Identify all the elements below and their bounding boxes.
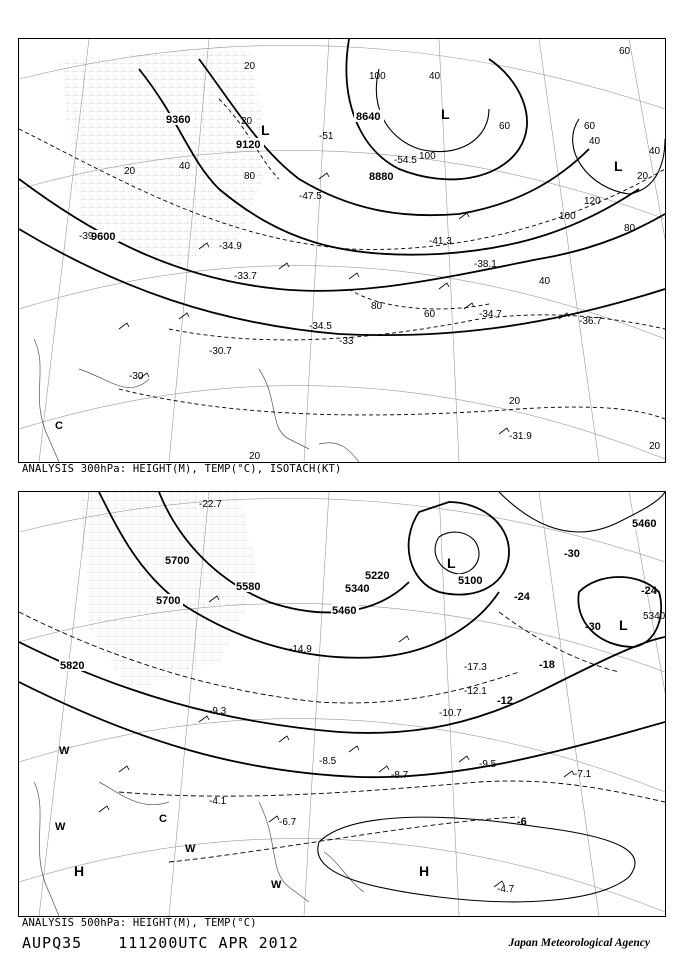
isotach-label: 20 [249,451,261,462]
low-center: L [447,555,456,571]
isotach-label: 20 [637,171,649,182]
isotach-label: 40 [539,276,551,287]
isotherm-label: -18 [539,659,555,671]
isotach-label: 100 [369,71,386,82]
high-enclosed-contour [318,817,635,902]
height-label-5700: 5700 [165,555,190,567]
isotach-label: 40 [649,146,661,157]
valid-month-year: APR 2012 [218,934,299,952]
isotach-label: 60 [619,46,631,57]
temp-label: -41.3 [429,236,452,247]
isotherm-labels [497,548,658,828]
chart-identifier [22,934,299,952]
temp-label: -4.7 [497,884,515,895]
temp-label: -17.3 [464,662,487,673]
temp-label: -51 [319,131,334,142]
temp-label: -39 [79,231,94,242]
isotach-label: 80 [624,223,636,234]
isotach-label: 100 [419,151,436,162]
temp-label: -30.7 [209,346,232,357]
height-label-5460: 5460 [332,605,357,617]
temp-label: -34.5 [309,321,332,332]
temp-label: -38.1 [474,259,497,270]
low-center: L [619,617,628,633]
temp-label: -12.1 [464,686,487,697]
high-center: H [419,863,430,879]
height-label-5220: 5220 [365,570,390,582]
temp-label: -33.7 [234,271,257,282]
chart-id: AUPQ35 [22,934,83,952]
isotach-label: 60 [499,121,511,132]
temp-label: -34.7 [479,309,502,320]
isotach-label: 20 [241,116,253,127]
coastline [34,782,364,916]
temp-label: -34.9 [219,241,242,252]
map-500hpa-svg [19,492,665,916]
temp-label: -36.7 [579,316,602,327]
temp-label: -9.3 [209,706,227,717]
isotach-label: 100 [559,211,576,222]
height-label-9600: 9600 [91,231,116,243]
temperature-labels [199,499,592,895]
isotherm-label: -24 [641,585,657,597]
isotherm-label: -30 [585,621,601,633]
temp-label: -47.5 [299,191,322,202]
temp-label: -30 [129,371,144,382]
map-300hpa-svg [19,39,665,462]
temp-label: -31.9 [509,431,532,442]
low-center: L [261,122,270,138]
isotach-label: 60 [584,121,596,132]
height-label-5340: 5340 [345,583,370,595]
isotach-label: 20 [649,441,661,452]
cold-center: C [159,813,167,825]
warm-center: W [271,879,282,891]
temp-label: -4.1 [209,796,227,807]
agency-credit: Japan Meteorological Agency [508,937,650,949]
isotach-label: 20 [124,166,136,177]
height-label-5580: 5580 [236,581,261,593]
isotach-label: 80 [244,171,256,182]
isotach-label: 40 [589,136,601,147]
temp-label: -6.7 [279,817,297,828]
isotherm-label: -24 [514,591,530,603]
low-center: L [441,106,450,122]
temp-label: -10.7 [439,708,462,719]
isotherm-label: -6 [517,816,527,828]
height-label-5460: 5460 [632,518,657,530]
high-center: H [74,863,85,879]
height-label-9360: 9360 [166,114,191,126]
analysis-300hpa-map [18,38,666,463]
height-label-5340: 5340 [643,611,665,622]
temp-label: -54.5 [394,155,417,166]
height-label-5700: 5700 [156,595,181,607]
temp-label: -7.1 [574,769,592,780]
temp-label: -33 [339,336,354,347]
isotach-label: 60 [424,309,436,320]
warm-center: W [59,745,70,757]
low-center: L [614,158,623,174]
warm-center: W [55,821,66,833]
height-label-8640: 8640 [356,111,381,123]
isotach-label: 40 [429,71,441,82]
temp-label: -9.5 [479,759,497,770]
warm-center: W [185,843,196,855]
analysis-500hpa-map [18,491,666,917]
isotach-label: 20 [244,61,256,72]
temp-label: -22.7 [199,499,222,510]
isotach-label: 80 [371,301,383,312]
cold-center: C [55,420,63,432]
valid-datetime: 111200UTC [118,934,209,952]
caption-500hpa: ANALYSIS 500hPa: HEIGHT(M), TEMP(°C) [22,917,257,929]
height-label-8880: 8880 [369,171,394,183]
hatched-area [79,492,259,692]
caption-300hpa: ANALYSIS 300hPa: HEIGHT(M), TEMP(°C), ISOTACH(KT) [22,463,342,475]
height-label-5100: 5100 [458,575,483,587]
isotach-label: 20 [509,396,521,407]
isotach-label: 120 [584,196,601,207]
temp-label: -8.5 [319,756,337,767]
isotherm-label: -30 [564,548,580,560]
height-label-9120: 9120 [236,139,261,151]
isotach-label: 40 [179,161,191,172]
temp-label: -8.7 [391,770,409,781]
temp-label: -14.9 [289,644,312,655]
isotherm-label: -12 [497,695,513,707]
height-label-5820: 5820 [60,660,85,672]
